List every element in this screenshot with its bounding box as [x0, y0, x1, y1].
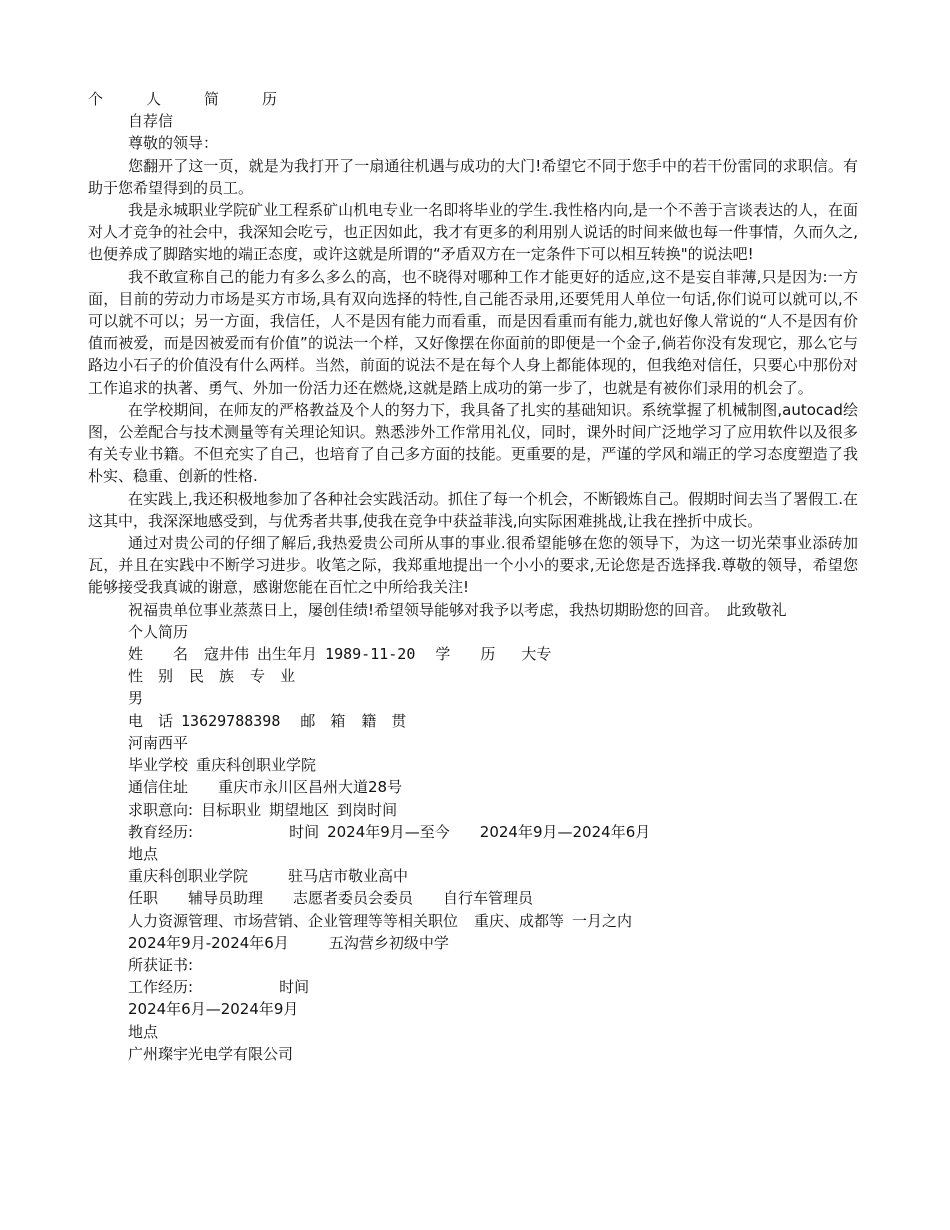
phone-value: 13629788398	[181, 711, 281, 730]
work-time: 2024年6月—2024年9月	[128, 1000, 299, 1019]
work-place-label: 地点	[128, 1022, 159, 1041]
native-place-value: 河南西平	[128, 733, 189, 752]
intent-label: 求职意向:	[128, 800, 194, 819]
school-label: 毕业学校	[128, 756, 189, 775]
education-time: 2024年9月-2024年6月	[128, 933, 289, 952]
intent-arrival: 一月之内	[572, 911, 633, 930]
education-place: 五沟营乡初级中学	[328, 933, 449, 952]
letter-paragraph: 通过对贵公司的仔细了解后,我热爱贵公司所从事的事业.很希望能够在您的领导下，为这一切光荣事业添砖加瓦，并且在实践中不断学习进步。收笔之际，我郑重地提出一个小小的要求,无论您是否选择我.尊敬的领导，希望您能够接受我真诚的谢意，感谢您能在百忙之中所给我关注!	[88, 534, 858, 597]
duty-label: 任职	[128, 889, 159, 908]
birth-label: 出生年月	[257, 645, 318, 664]
letter-paragraph: 我不敢宣称自己的能力有多么多么的高，也不晓得对哪种工作才能更好的适应,这不是妄自菲薄,只是因为:一方面，目前的劳动力市场是买方市场,具有双向选择的特性,自己能否录用,还要凭用人单位一句话,你们说可以就可以,不可以就不可以；另一方面，我信任，人不是因有能力而看重，而是因看重而有能力,就也好像人常说的“人不是因有价值而被爱，而是因被爱而有价值”的说法一个样，又好像摆在你面前的即便是一个金子,倘若你没有发现它，那么它与路边小石子的价值没有什么两样。当然，前面的说法不是在每个人身上都能体现的，但我绝对信任，只要心中那份对工作追求的执著、勇气、外加一份活力还在燃烧,这就是踏上成功的第一步了，也就是有被你们录用的机会了。	[88, 267, 858, 397]
education-time: 2024年9月—2024年6月	[479, 822, 651, 841]
address-label: 通信住址	[128, 778, 189, 797]
intent-region: 重庆、成都等	[474, 911, 565, 930]
resume-row-address	[88, 776, 858, 798]
address-value: 重庆市永川区昌州大道28号	[218, 778, 403, 797]
letter-body	[88, 155, 858, 621]
letter-heading: 自荐信	[128, 112, 174, 131]
phone-label: 电 话	[128, 711, 174, 730]
intent-values: 人力资源管理、市场营销、企业管理等等相关职位	[128, 911, 459, 930]
resume-heading: 个人简历	[128, 622, 189, 641]
resume-section	[88, 621, 858, 1065]
education-level-value: 大专	[521, 645, 552, 664]
letter-paragraph: 我是永城职业学院矿业工程系矿山机电专业一名即将毕业的学生.我性格内向,是一个不善于言谈表达的人，在面对人才竞争的社会中，我深知会吃亏，也正因如此，我才有更多的利用别人说话的时间来做也每一件事情，久而久之,也便养成了脚踏实地的端正态度，或许这就是所谓的“矛盾双方在一定条件下可以相互转换"的说法吧!	[88, 201, 858, 264]
work-time-label: 时间	[279, 978, 310, 997]
education-place: 驻马店市敬业高中	[288, 867, 409, 886]
resume-row-profile-labels	[88, 665, 858, 687]
education-level-label: 学 历	[435, 645, 496, 664]
ethnic-label: 民 族	[189, 667, 235, 686]
letter-paragraph: 在学校期间，在师友的严格教益及个人的努力下，我具备了扎实的基础知识。系统掌握了机械制图,autocad绘图，公差配合与技术测量等有关理论知识。熟悉涉外工作常用礼仪，同时，课外时间广泛地学习了应用软件以及很多有关专业书籍。不但充实了自己，也培育了自己多方面的技能。更重要的是，严谨的学风和端正的学习态度塑造了我朴实、稳重、创新的性格.	[88, 400, 858, 486]
page-title: 个 人 简 历	[88, 90, 292, 108]
name-label: 姓 名	[128, 645, 189, 664]
resume-row-duties	[88, 887, 858, 909]
education-place: 重庆科创职业学院	[128, 867, 249, 886]
duty-item: 自行车管理员	[443, 889, 534, 908]
intent-field: 到岗时间	[337, 800, 398, 819]
gender-value: 男	[128, 689, 144, 708]
letter-paragraph: 您翻开了这一页，就是为我打开了一扇通往机遇与成功的大门!希望它不同于您手中的若干份雷同的求职信。有助于您希望得到的员工。	[88, 156, 858, 197]
resume-row-intent-values	[88, 910, 858, 932]
education-label: 教育经历:	[128, 822, 194, 841]
resume-row-school	[88, 754, 858, 776]
gender-label: 性 别	[128, 667, 174, 686]
resume-row-contact	[88, 710, 858, 732]
native-place-label: 籍 贯	[361, 711, 407, 730]
school-value: 重庆科创职业学院	[196, 756, 317, 775]
duty-item: 辅导员助理	[188, 889, 264, 908]
duty-item: 志愿者委员会委员	[293, 889, 414, 908]
resume-row-education	[88, 821, 858, 843]
education-time: 2024年9月—至今	[327, 822, 450, 841]
work-label: 工作经历:	[128, 978, 194, 997]
work-place: 广州璨宇光电学有限公司	[128, 1044, 294, 1063]
name-value: 寇井伟	[204, 645, 250, 664]
email-label: 邮 箱	[300, 711, 346, 730]
birth-value: 1989-11-20	[325, 645, 416, 664]
resume-row-intent	[88, 799, 858, 821]
resume-row-places	[88, 865, 858, 887]
place-label: 地点	[128, 844, 159, 863]
time-label: 时间	[289, 822, 320, 841]
intent-field: 目标职业	[201, 800, 262, 819]
certificates-label: 所获证书:	[128, 955, 194, 974]
resume-row-basic	[88, 643, 858, 665]
resume-row-work	[88, 976, 858, 998]
letter-paragraph: 在实践上,我还积极地参加了各种社会实践活动。抓住了每一个机会，不断锻炼自己。假期时间去当了署假工.在这其中，我深深地感受到，与优秀者共事,使我在竞争中获益菲浅,向实际困难挑战,让我在挫折中成长。	[88, 489, 858, 530]
resume-row-education-3	[88, 932, 858, 954]
intent-field: 期望地区	[269, 800, 330, 819]
letter-salutation: 尊敬的领导：	[128, 134, 219, 153]
letter-closing: 祝福贵单位事业蒸蒸日上，屡创佳绩!希望领导能够对我予以考虑，我热切期盼您的回音。 此致敬礼	[128, 600, 787, 619]
major-label: 专 业	[250, 667, 296, 686]
